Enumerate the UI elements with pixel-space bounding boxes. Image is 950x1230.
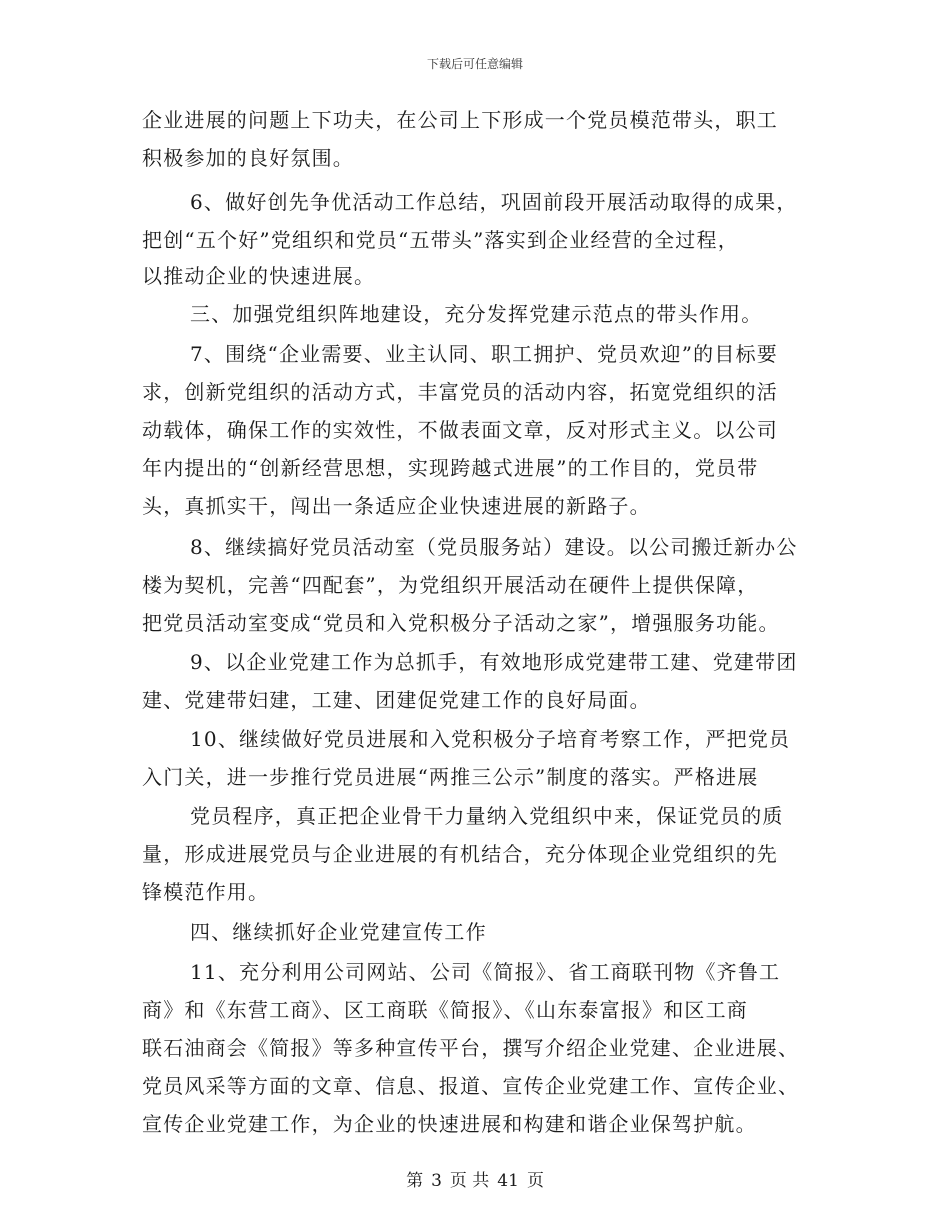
footer-prefix: 第: [406, 1171, 424, 1191]
text-line: 量，形成进展党员与企业进展的有机结合，充分体现企业党组织的先: [142, 842, 778, 866]
text-line: 7、围绕“企业需要、业主认同、职工拥护、党员欢迎”的目标要: [190, 342, 778, 366]
section-heading: 三、加强党组织阵地建设，充分发挥党建示范点的带头作用。: [190, 302, 763, 326]
footer-page-number: 3: [431, 1171, 442, 1191]
text-line: 楼为契机，完善“四配套”，为党组织开展活动在硬件上提供保障，: [142, 573, 759, 597]
footer-middle: 页 共: [449, 1171, 490, 1191]
text-line: 建、党建带妇建，工建、团建促党建工作的良好局面。: [142, 688, 651, 712]
text-line: 10、继续做好党员进展和入党积极分子培育考察工作，严把党员: [190, 727, 791, 751]
text-line: 积极参加的良好氛围。: [142, 146, 354, 170]
text-line: 党员风采等方面的文章、信息、报道、宣传企业党建工作、宣传企业、: [142, 1074, 800, 1098]
text-line: 求，创新党组织的活动方式，丰富党员的活动内容，拓宽党组织的活: [142, 380, 778, 404]
footer-total-pages: 41: [497, 1171, 519, 1191]
text-line: 8、继续搞好党员活动室（党员服务站）建设。以公司搬迁新办公: [190, 535, 798, 559]
text-line: 联石油商会《简报》等多种宣传平台，撰写介绍企业党建、企业进展、: [142, 1036, 800, 1060]
text-line: 11、充分利用公司网站、公司《简报》、省工商联刊物《齐鲁工: [190, 960, 781, 984]
text-line: 入门关，进一步推行党员进展“两推三公示”制度的落实。严格进展: [142, 765, 759, 789]
text-line: 宣传企业党建工作，为企业的快速进展和构建和谐企业保驾护航。: [142, 1112, 757, 1136]
text-line: 党员程序，真正把企业骨干力量纳入党组织中来，保证党员的质: [190, 804, 784, 828]
text-line: 把党员活动室变成“党员和入党积极分子活动之家”，增强服务功能。: [142, 611, 780, 635]
page-header-note: 下载后可任意编辑: [426, 57, 523, 71]
text-line: 锋模范作用。: [142, 880, 270, 904]
text-line: 动载体，确保工作的实效性，不做表面文章，反对形式主义。以公司: [142, 418, 778, 442]
text-line: 头，真抓实干，闯出一条适应企业快速进展的新路子。: [142, 494, 651, 518]
text-line: 商》和《东营工商》、区工商联《简报》、《山东泰富报》和区工商: [142, 998, 748, 1022]
text-line: 9、以企业党建工作为总抓手，有效地形成党建带工建、党建带团: [190, 650, 798, 674]
text-line: 6、做好创先争优活动工作总结，巩固前段开展活动取得的成果，: [190, 190, 798, 214]
text-line: 以推动企业的快速进展。: [142, 264, 376, 288]
footer-suffix: 页: [526, 1171, 544, 1191]
text-line: 企业进展的问题上下功夫，在公司上下形成一个党员模范带头，职工: [142, 108, 778, 132]
section-heading: 四、继续抓好企业党建宣传工作: [190, 920, 487, 944]
page-number-footer: [0, 1166, 950, 1191]
text-line: 年内提出的“创新经营思想，实现跨越式进展”的工作目的，党员带: [142, 456, 759, 480]
text-line: 把创“五个好”党组织和党员“五带头”落实到企业经营的全过程，: [142, 228, 739, 252]
